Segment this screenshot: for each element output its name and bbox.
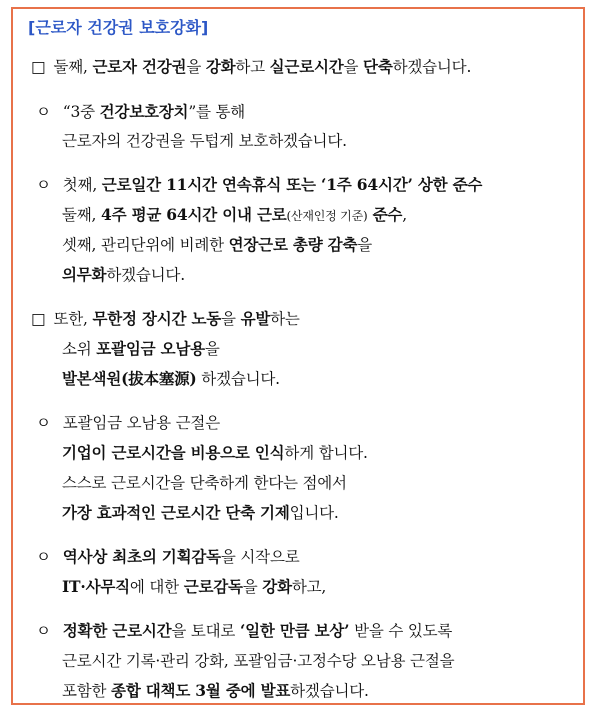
circle-bullet-icon: ㅇ xyxy=(36,548,51,566)
text-line xyxy=(62,443,368,463)
text-line xyxy=(62,681,369,701)
text-segment: 포함한 xyxy=(62,682,112,700)
text-segment: 을 xyxy=(343,58,364,76)
text-segment: 소위 xyxy=(62,340,97,358)
text-segment: 셋째, 관리단위에 비례한 xyxy=(62,236,229,254)
text-segment: 강화 xyxy=(205,57,236,76)
text-segment: 역사상 최초의 기획감독 xyxy=(62,547,221,566)
text-segment: 기업이 근로시간을 비용으로 인식 xyxy=(62,443,285,462)
text-segment: ‘일한 만큼 보상’ xyxy=(239,621,350,640)
text-segment: 하는 xyxy=(270,310,300,328)
text-segment: ”를 통해 xyxy=(188,103,246,121)
text-segment: 종합 대책도 3월 중에 발표 xyxy=(111,681,291,700)
text-segment: 연장근로 총량 감축 xyxy=(228,235,358,254)
text-segment: 또한, xyxy=(53,310,93,328)
text-segment: 을 xyxy=(357,236,372,254)
text-segment: 근로자 건강권 xyxy=(92,57,187,76)
text-line xyxy=(62,503,339,523)
text-segment: 단축 xyxy=(363,57,393,76)
text-segment: (산재인정 기준) xyxy=(286,209,368,223)
text-segment: IT·사무직 xyxy=(62,577,130,596)
text-segment: 준수 xyxy=(367,205,403,224)
bullet-item-line xyxy=(36,413,220,433)
text-segment: 을 토대로 xyxy=(171,622,240,640)
text-segment: 을 시작으로 xyxy=(220,548,300,566)
text-line xyxy=(62,577,326,597)
text-segment: 근로일간 11시간 연속휴식 또는 ‘1주 64시간’ 상한 준수 xyxy=(101,175,483,194)
bullet-item-line xyxy=(31,309,300,329)
text-line xyxy=(62,265,185,285)
text-segment: 근로시간 기록·관리 강화, 포괄임금·고정수당 오남용 근절을 xyxy=(62,652,455,670)
text-segment: 무한정 장시간 노동 xyxy=(92,309,222,328)
text-segment: 포괄임금 오남용 xyxy=(96,339,205,358)
text-segment: 둘째, xyxy=(53,58,93,76)
text-segment: 근로자의 건강권을 두텁게 보호하겠습니다. xyxy=(62,132,347,150)
text-segment: 건강보호장치 xyxy=(99,102,189,121)
text-segment: 하겠습니다. xyxy=(290,682,369,700)
bullet-item-line xyxy=(31,57,471,77)
text-line xyxy=(62,473,347,493)
text-segment: , xyxy=(402,206,407,224)
content-frame xyxy=(11,7,585,705)
text-segment: 을 xyxy=(221,310,241,328)
text-segment: 둘째, xyxy=(62,206,102,224)
text-segment: “3중 xyxy=(62,103,100,121)
text-segment: 에 대한 xyxy=(129,578,184,596)
circle-bullet-icon: ㅇ xyxy=(36,622,51,640)
text-segment: 을 xyxy=(242,578,263,596)
text-line xyxy=(62,369,280,389)
square-bullet-icon: □ xyxy=(31,58,46,76)
text-line xyxy=(62,131,347,151)
square-bullet-icon: □ xyxy=(31,310,46,328)
text-segment: 하겠습니다. xyxy=(392,58,472,76)
bullet-item-line xyxy=(36,621,452,641)
text-segment: 발본색원(拔本塞源) xyxy=(62,369,197,388)
bullet-item-line xyxy=(36,175,482,195)
text-segment: 실근로시간 xyxy=(269,57,344,76)
text-line xyxy=(62,339,220,359)
text-segment: 스스로 근로시간을 단축하게 한다는 점에서 xyxy=(62,474,347,492)
text-segment: 을 xyxy=(204,340,220,358)
text-segment: 근로감독 xyxy=(183,577,243,596)
circle-bullet-icon: ㅇ xyxy=(36,103,51,121)
text-segment: 4주 평균 64시간 이내 근로 xyxy=(101,205,287,224)
bullet-item-line xyxy=(36,547,300,567)
text-segment: 하고 xyxy=(235,58,270,76)
text-line xyxy=(62,205,407,226)
text-segment: 을 xyxy=(186,58,206,76)
text-segment: 의무화 xyxy=(62,265,107,284)
bullet-item-line xyxy=(36,102,245,122)
text-segment: 첫째, xyxy=(62,176,102,194)
text-segment: 포괄임금 오남용 근절은 xyxy=(62,414,220,432)
circle-bullet-icon: ㅇ xyxy=(36,176,51,194)
text-segment: 받을 수 있도록 xyxy=(349,622,453,640)
text-segment: 입니다. xyxy=(289,504,339,522)
text-segment: 하고, xyxy=(291,578,327,596)
text-line xyxy=(62,651,454,671)
section-heading: [근로자 건강권 보호강화] xyxy=(28,18,209,37)
text-segment: 유발 xyxy=(240,309,271,328)
text-segment: 하겠습니다. xyxy=(196,370,280,388)
text-segment: 하게 합니다. xyxy=(284,444,368,462)
circle-bullet-icon: ㅇ xyxy=(36,414,51,432)
text-segment: 정확한 근로시간 xyxy=(62,621,172,640)
text-segment: 하겠습니다. xyxy=(106,266,185,284)
text-segment: 가장 효과적인 근로시간 단축 기제 xyxy=(62,503,290,522)
text-segment: 강화 xyxy=(262,577,292,596)
text-line xyxy=(62,235,372,255)
